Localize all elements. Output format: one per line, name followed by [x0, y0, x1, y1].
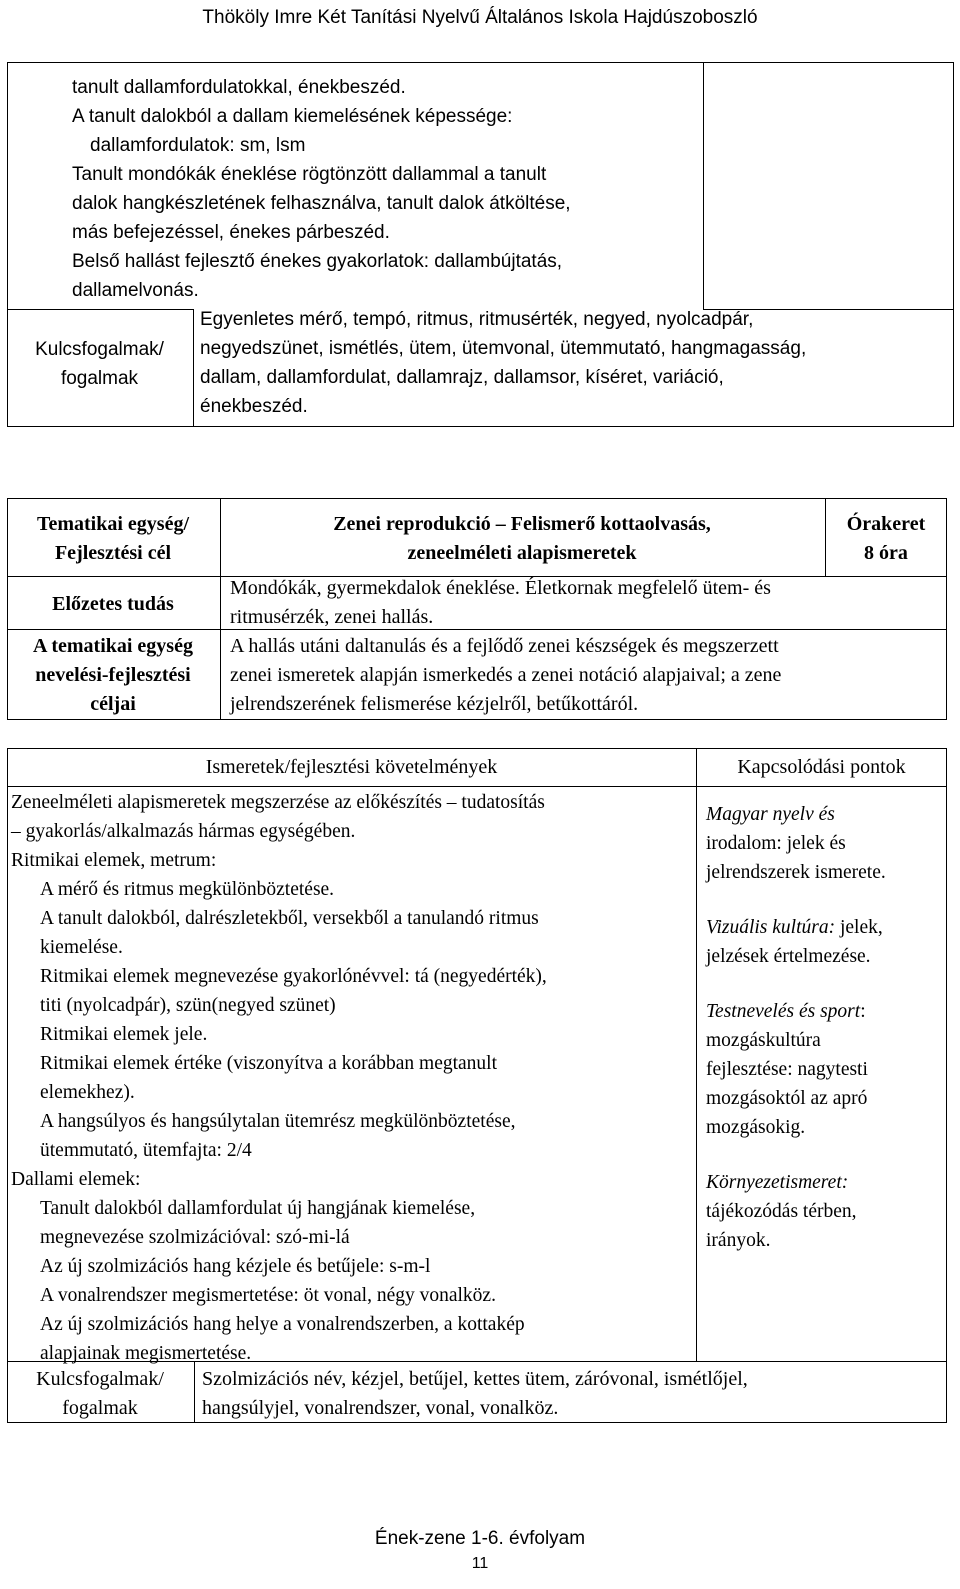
continuation-line: dallamelvonás.	[72, 280, 199, 301]
goals-label-line: céljai	[90, 693, 136, 715]
goals-text-line: A hallás utáni daltanulás és a fejlődő zenei készségek és megszerzett	[230, 635, 779, 657]
requirement-line: Ritmikai elemek, metrum:	[11, 850, 217, 871]
key-concepts-text	[200, 305, 950, 421]
requirement-line: Ritmikai elemek értéke (viszonyítva a korábban megtanult	[40, 1053, 498, 1074]
prior-label-text: Előzetes tudás	[52, 593, 174, 615]
key-concepts-label	[7, 335, 192, 393]
unit-label-line: Tematikai egység/	[36, 513, 190, 535]
connection-line: irányok.	[706, 1230, 771, 1251]
connections-header-text: Kapcsolódási pontok	[737, 756, 906, 778]
prior-text-line: ritmusérzék, zenei hallás.	[230, 606, 434, 628]
requirement-line: ütemmutató, ütemfajta: 2/4	[40, 1140, 252, 1161]
key-concepts-text-2	[202, 1365, 947, 1423]
unit-label-line: Fejlesztési cél	[54, 542, 172, 564]
key-text-line: Egyenletes mérő, tempó, ritmus, ritmusérték, negyed, nyolcadpár,	[200, 309, 754, 330]
requirement-line: A hangsúlyos és hangsúlytalan ütemrész megkülönböztetése,	[40, 1111, 516, 1132]
prior-knowledge-text	[230, 574, 945, 632]
connection-line: jelzések értelmezése.	[706, 946, 871, 967]
prior-knowledge-label	[7, 590, 219, 619]
goals-text	[230, 632, 945, 719]
connections-list	[706, 800, 946, 1255]
connection-line: jelrendszerek ismerete.	[706, 862, 886, 883]
goals-label	[7, 632, 219, 719]
continuation-line: dalok hangkészletének felhasználva, tanult dalok átköltése,	[72, 193, 571, 214]
key-label-line: Kulcsfogalmak/	[35, 339, 164, 360]
connection-line: irodalom: jelek és	[706, 833, 846, 854]
prior-text-line: Mondókák, gyermekdalok éneklése. Életkornak megfelelő ütem- és	[230, 577, 771, 599]
key-label-line: fogalmak	[60, 368, 139, 389]
requirement-line: Dallami elemek:	[11, 1169, 141, 1190]
goals-label-line: A tematikai egység	[33, 635, 193, 657]
requirement-line: elemekhez).	[40, 1082, 135, 1103]
hours-label-line: Órakeret	[846, 513, 926, 535]
connection-line: mozgáskultúra	[706, 1030, 821, 1051]
requirement-line: Zeneelméleti alapismeretek megszerzése az előkészítés – tudatosítás	[11, 792, 545, 813]
requirements-header	[7, 753, 696, 782]
connection-line: mozgásoktól az apró	[706, 1088, 868, 1109]
goals-text-line: zenei ismeretek alapján ismerkedés a zenei notáció alapjaival; a zene	[230, 664, 782, 686]
requirement-line: A mérő és ritmus megkülönböztetése.	[40, 879, 335, 900]
footer-subtitle: Ének-zene 1-6. évfolyam	[374, 1528, 586, 1549]
unit-title-line: Zenei reprodukció – Felismerő kottaolvasás,	[333, 513, 711, 535]
key-label-line: Kulcsfogalmak/	[36, 1368, 164, 1390]
requirement-line: Az új szolmizációs hang kézjele és betűjele: s-m-l	[40, 1256, 431, 1277]
continuation-line: A tanult dalokból a dallam kiemelésének képessége:	[72, 106, 513, 127]
page-footer	[0, 1526, 960, 1576]
header-title: Thököly Imre Két Tanítási Nyelvű Általános Iskola Hajdúszoboszló	[202, 7, 758, 28]
requirement-line: megnevezése szolmizációval: szó-mi-lá	[40, 1227, 350, 1248]
requirement-line: Ritmikai elemek jele.	[40, 1024, 208, 1045]
unit-title	[220, 510, 824, 568]
requirement-line: kiemelése.	[40, 937, 123, 958]
connection-line: tájékozódás térben,	[706, 1201, 857, 1222]
key-text-line: énekbeszéd.	[200, 396, 308, 417]
connection-line: Testnevelés és sport:	[706, 1001, 866, 1022]
continuation-line: Tanult mondókák éneklése rögtönzött dallammal a tanult	[72, 164, 547, 185]
goals-text-line: jelrendszerének felismerése kézjelről, betűkottáról.	[230, 693, 639, 715]
connections-header	[696, 753, 947, 782]
goals-label-line: nevelési-fejlesztési	[35, 664, 191, 686]
continuation-line: más befejezéssel, énekes párbeszéd.	[72, 222, 390, 243]
requirement-line: alapjainak megismertetése.	[40, 1343, 252, 1364]
continuation-text	[72, 73, 692, 305]
unit-label	[7, 510, 219, 568]
continuation-line: dallamfordulatok: sm, lsm	[90, 135, 306, 156]
page-number: 11	[471, 1555, 489, 1572]
requirement-line: A tanult dalokból, dalrészletekből, versekből a tanulandó ritmus	[40, 908, 539, 929]
key-label-line: fogalmak	[62, 1397, 138, 1419]
requirement-line: Ritmikai elemek megnevezése gyakorlónévvel: tá (negyedérték),	[40, 966, 547, 987]
requirement-line: – gyakorlás/alkalmazás hármas egységében.	[11, 821, 356, 842]
connection-line: fejlesztése: nagytesti	[706, 1059, 868, 1080]
key-text-line: Szolmizációs név, kézjel, betűjel, kettes ütem, záróvonal, ismétlőjel,	[202, 1368, 748, 1390]
key-text-line: negyedszünet, ismétlés, ütem, ütemvonal, ütemmutató, hangmagasság,	[200, 338, 807, 359]
key-text-line: dallam, dallamfordulat, dallamrajz, dallamsor, kíséret, variáció,	[200, 367, 724, 388]
unit-title-line: zeneelméleti alapismeretek	[407, 542, 637, 564]
page-header	[0, 6, 960, 30]
requirement-line: Tanult dalokból dallamfordulat új hangjának kiemelése,	[40, 1198, 476, 1219]
requirement-line: Az új szolmizációs hang helye a vonalrendszerben, a kottakép	[40, 1314, 525, 1335]
requirement-line: titi (nyolcadpár), szün(negyed szünet)	[40, 995, 336, 1016]
key-concepts-label-2	[7, 1365, 193, 1423]
requirement-line: A vonalrendszer megismertetése: öt vonal, négy vonalköz.	[40, 1285, 496, 1306]
hours-label-line: 8 óra	[864, 542, 908, 564]
requirements-header-text: Ismeretek/fejlesztési követelmények	[205, 756, 498, 778]
key-text-line: hangsúlyjel, vonalrendszer, vonal, vonalköz.	[202, 1397, 559, 1419]
requirements-list	[11, 788, 696, 1368]
connection-line: Környezetismeret:	[706, 1172, 849, 1193]
connection-line: Magyar nyelv és	[706, 804, 835, 825]
connection-line: Vizuális kultúra: jelek,	[706, 917, 883, 938]
continuation-line: Belső hallást fejlesztő énekes gyakorlatok: dallambújtatás,	[72, 251, 563, 272]
connection-line: mozgásokig.	[706, 1117, 806, 1138]
continuation-line: tanult dallamfordulatokkal, énekbeszéd.	[72, 77, 406, 98]
hours-label	[825, 510, 947, 568]
